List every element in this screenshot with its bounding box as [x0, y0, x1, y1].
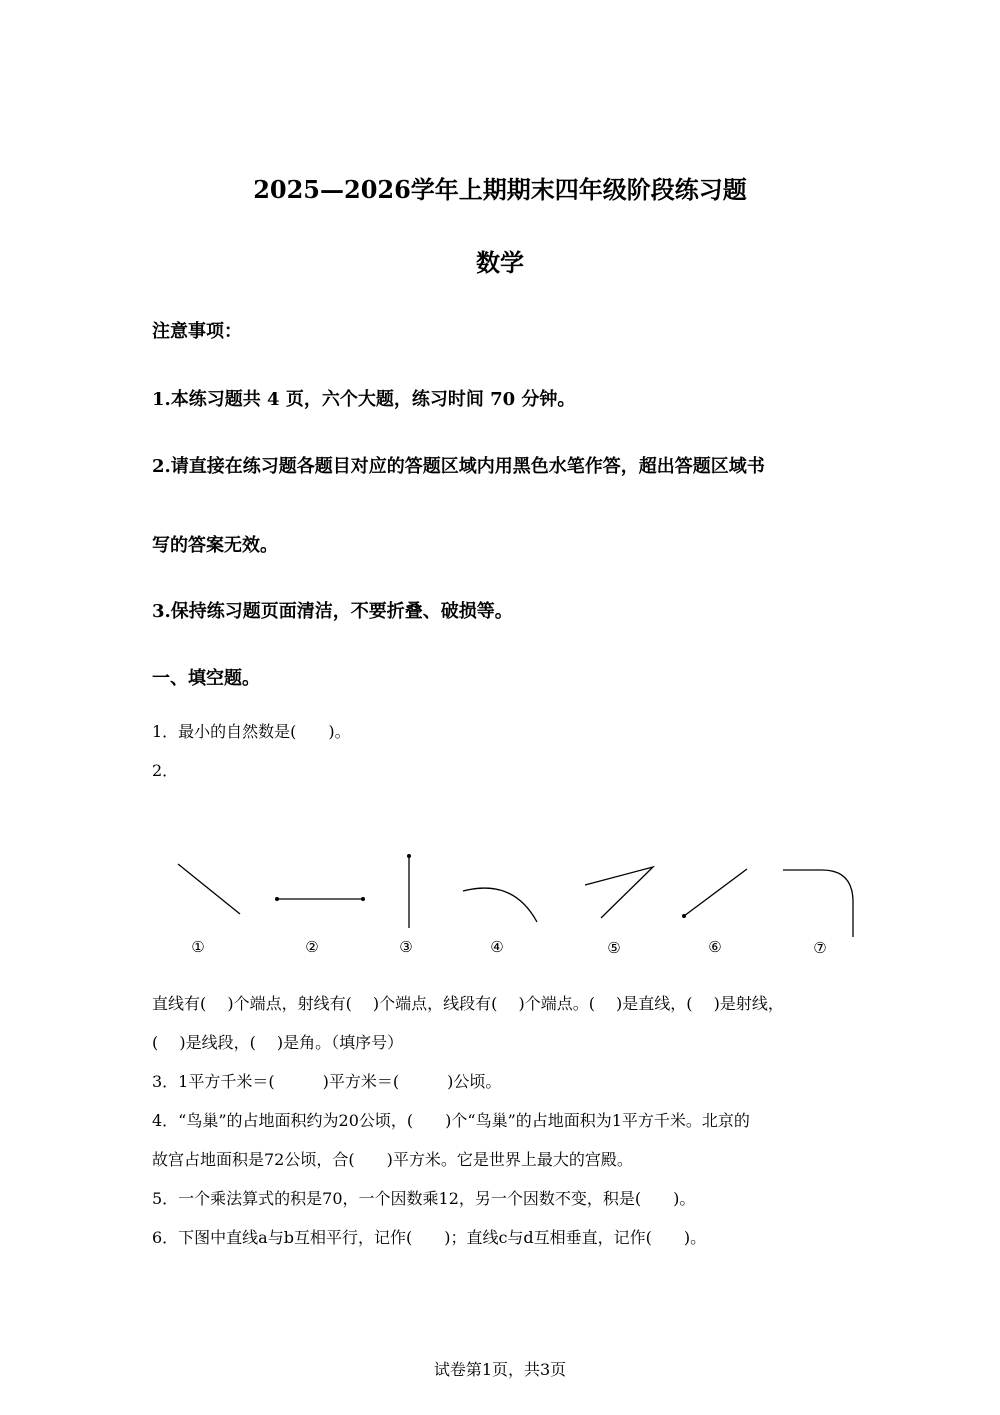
- figure-6-ray: [684, 869, 747, 916]
- question-4-line-1: 4．“鸟巢”的占地面积约为20公顷，( )个“鸟巢”的占地面积为1平方千米。北京的: [152, 1111, 750, 1130]
- question-5: 5．一个乘法算式的积是70，一个因数乘12，另一个因数不变，积是( )。: [152, 1189, 696, 1208]
- figure-1-line: [178, 864, 240, 914]
- figure-label-2: ②: [305, 938, 319, 956]
- question-2-line-2: ( )是线段，( )是角。（填序号）: [152, 1033, 404, 1052]
- figure-5-angle: [585, 867, 653, 918]
- figure-6-endpoint: [682, 914, 686, 918]
- figure-label-4: ④: [490, 938, 504, 956]
- notice-heading: 注意事项：: [152, 321, 242, 342]
- notice-item-3: 3.保持练习题页面清洁，不要折叠、破损等。: [152, 601, 513, 622]
- exam-title: 2025—2026学年上期期末四年级阶段练习题: [253, 175, 747, 204]
- question-3: 3．1平方千米＝( )平方米＝( )公顷。: [152, 1072, 502, 1091]
- notice-item-1: 1.本练习题共 4 页，六个大题，练习时间 70 分钟。: [152, 389, 576, 410]
- figure-4-curve: [463, 888, 537, 922]
- notice-item-2-continued: 写的答案无效。: [152, 535, 278, 556]
- figure-label-6: ⑥: [708, 938, 722, 956]
- question-2-line-1: 直线有( )个端点，射线有( )个端点，线段有( )个端点。( )是直线，( )是射线，: [152, 994, 784, 1013]
- section-heading: 一、填空题。: [152, 668, 260, 689]
- question-4-line-2: 故宫占地面积是72公顷，合( )平方米。它是世界上最大的宫殿。: [152, 1150, 633, 1169]
- figure-2-endpoint-right: [361, 897, 365, 901]
- figure-7-curve: [783, 870, 853, 937]
- question-2-number: 2．: [152, 761, 179, 780]
- notice-item-2: 2.请直接在练习题各题目对应的答题区域内用黑色水笔作答，超出答题区域书: [152, 456, 765, 477]
- figure-label-3: ③: [399, 938, 413, 956]
- lines-figure: [0, 840, 1000, 965]
- figure-label-5: ⑤: [607, 939, 621, 957]
- figure-2-endpoint-left: [275, 897, 279, 901]
- figure-label-7: ⑦: [813, 939, 827, 957]
- question-1: 1．最小的自然数是( )。: [152, 722, 351, 741]
- question-6: 6．下图中直线a与b互相平行，记作( )；直线c与d互相垂直，记作( )。: [152, 1228, 707, 1247]
- figure-3-endpoint: [407, 854, 411, 858]
- figure-label-1: ①: [191, 938, 205, 956]
- subject-title: 数学: [476, 248, 524, 277]
- page-footer: 试卷第1页，共3页: [433, 1360, 567, 1379]
